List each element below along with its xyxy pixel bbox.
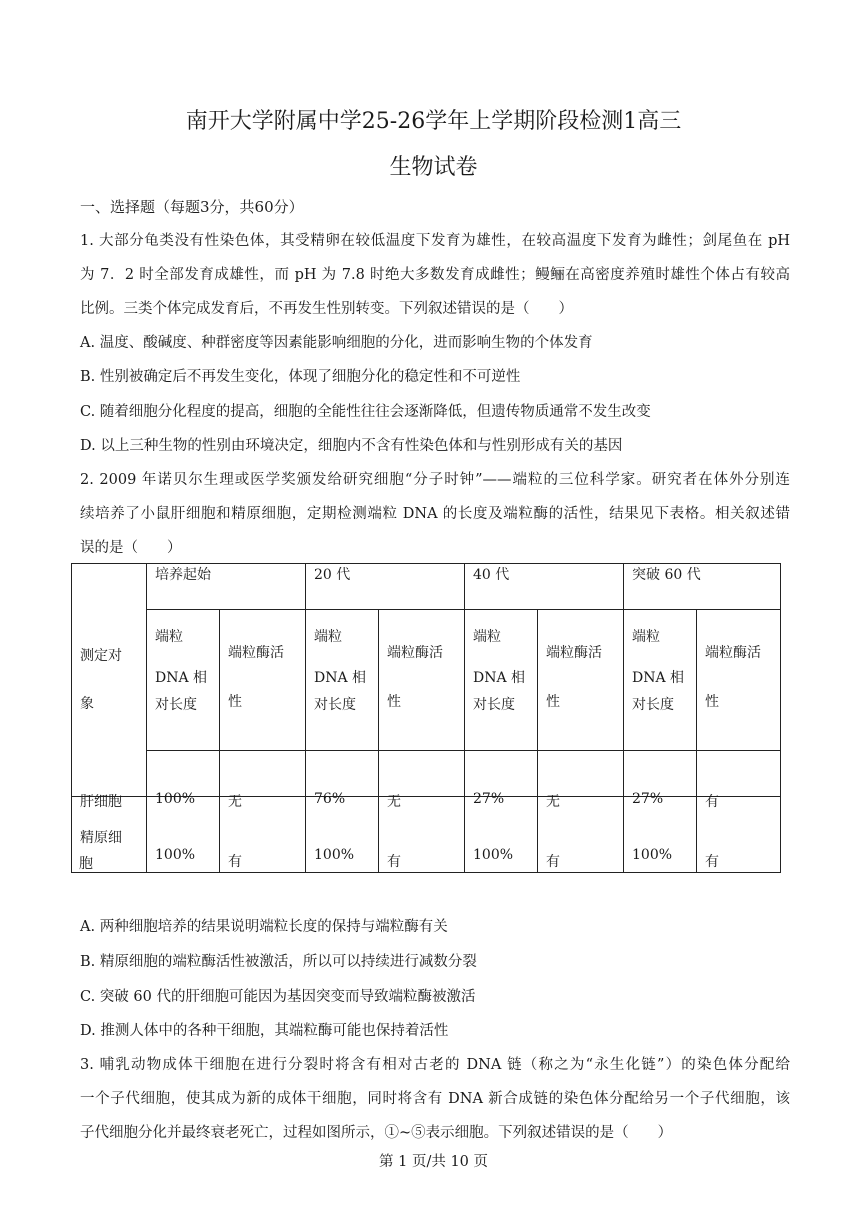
table-cell: 27% 100% [465,797,538,873]
exam-subtitle: 生物试卷 [389,155,478,180]
sub-header-length: 端粒 DNA 相 对长度 [465,610,538,751]
section-heading: 一、选择题（每题3分，共60分） [80,198,304,216]
sub-header-activity: 端粒酶活 性 [697,610,781,751]
sub-header-activity: 端粒酶活 性 [220,610,306,751]
table-cell: 76% 100% [306,797,379,873]
table-cell: 无 有 [538,797,624,873]
exam-title: 南开大学附属中学25-26学年上学期阶段检测1高三 [185,109,682,134]
table-cell: 27% 100% [624,797,697,873]
q2-stem-line2: 续培养了小鼠肝细胞和精原细胞，定期检测端粒 DNA 的长度及端粒酶的活性，结果见下表格。相关叙述错 [80,506,790,522]
q2-stem-line1: 2. 2009 年诺贝尔生理或医学奖颁发给研究细胞“分子时钟”——端粒的三位科学家。研究者在体外分别连 [80,472,790,488]
q2-option-c: C. 突破 60 代的肝细胞可能因为基因突变而导致端粒酶被激活 [80,989,476,1005]
q2-option-b: B. 精原细胞的端粒酶活性被激活，所以可以持续进行减数分裂 [80,954,477,970]
sub-header-length: 端粒 DNA 相 对长度 [147,610,220,751]
row-header-cell: 测定对 象 [72,564,147,797]
table-cell: 有 有 [697,797,781,873]
q1-option-d: D. 以上三种生物的性别由环境决定，细胞内不含有性染色体和与性别形成有关的基因 [80,438,623,454]
q2-option-a: A. 两种细胞培养的结果说明端粒长度的保持与端粒酶有关 [80,919,448,935]
q3-stem-line3: 子代细胞分化并最终衰老死亡，过程如图所示，①~⑤表示细胞。下列叙述错误的是（ ） [80,1125,673,1141]
group-header: 20 代 [306,564,465,610]
table-row-name: 肝细胞 精原细 胞 [72,797,147,873]
telomere-table [71,563,781,873]
page-footer: 第 1 页/共 10 页 [379,1154,488,1170]
q1-option-a: A. 温度、酸碱度、种群密度等因素能影响细胞的分化，进而影响生物的个体发育 [80,335,593,351]
sub-header-activity: 端粒酶活 性 [538,610,624,751]
group-header: 突破 60 代 [624,564,781,610]
group-header: 培养起始 [147,564,306,610]
q1-option-c: C. 随着细胞分化程度的提高，细胞的全能性往往会逐渐降低，但遗传物质通常不发生改变 [80,404,651,420]
q1-stem-line3: 比例。三类个体完成发育后，不再发生性别转变。下列叙述错误的是（ ） [80,301,573,317]
table-cell: 无 有 [379,797,465,873]
q1-stem-line2: 为 7．2 时全部发育成雄性，而 pH 为 7.8 时绝大多数发育成雌性；鳗鲡在高密度养殖时雄性个体占有较高 [80,267,790,283]
q3-stem-line2: 一个子代细胞，使其成为新的成体干细胞，同时将含有 DNA 新合成链的染色体分配给另一个子代细胞，该 [80,1091,790,1107]
sub-header-activity: 端粒酶活 性 [379,610,465,751]
q1-option-b: B. 性别被确定后不再发生变化，体现了细胞分化的稳定性和不可逆性 [80,369,521,385]
q2-option-d: D. 推测人体中的各种干细胞，其端粒酶可能也保持着活性 [80,1023,449,1039]
group-header: 40 代 [465,564,624,610]
q1-stem-line1: 1. 大部分龟类没有性染色体，其受精卵在较低温度下发育为雄性，在较高温度下发育为雌性；剑尾鱼在 pH [80,233,790,249]
sub-header-length: 端粒 DNA 相 对长度 [306,610,379,751]
table-cell: 无 有 [220,797,306,873]
table-cell: 100% 100% [147,797,220,873]
sub-header-length: 端粒 DNA 相 对长度 [624,610,697,751]
q2-stem-line3: 误的是（ ） [80,540,182,556]
q3-stem-line1: 3. 哺乳动物成体干细胞在进行分裂时将含有相对古老的 DNA 链（称之为“永生化链”）的染色体分配给 [80,1057,790,1073]
